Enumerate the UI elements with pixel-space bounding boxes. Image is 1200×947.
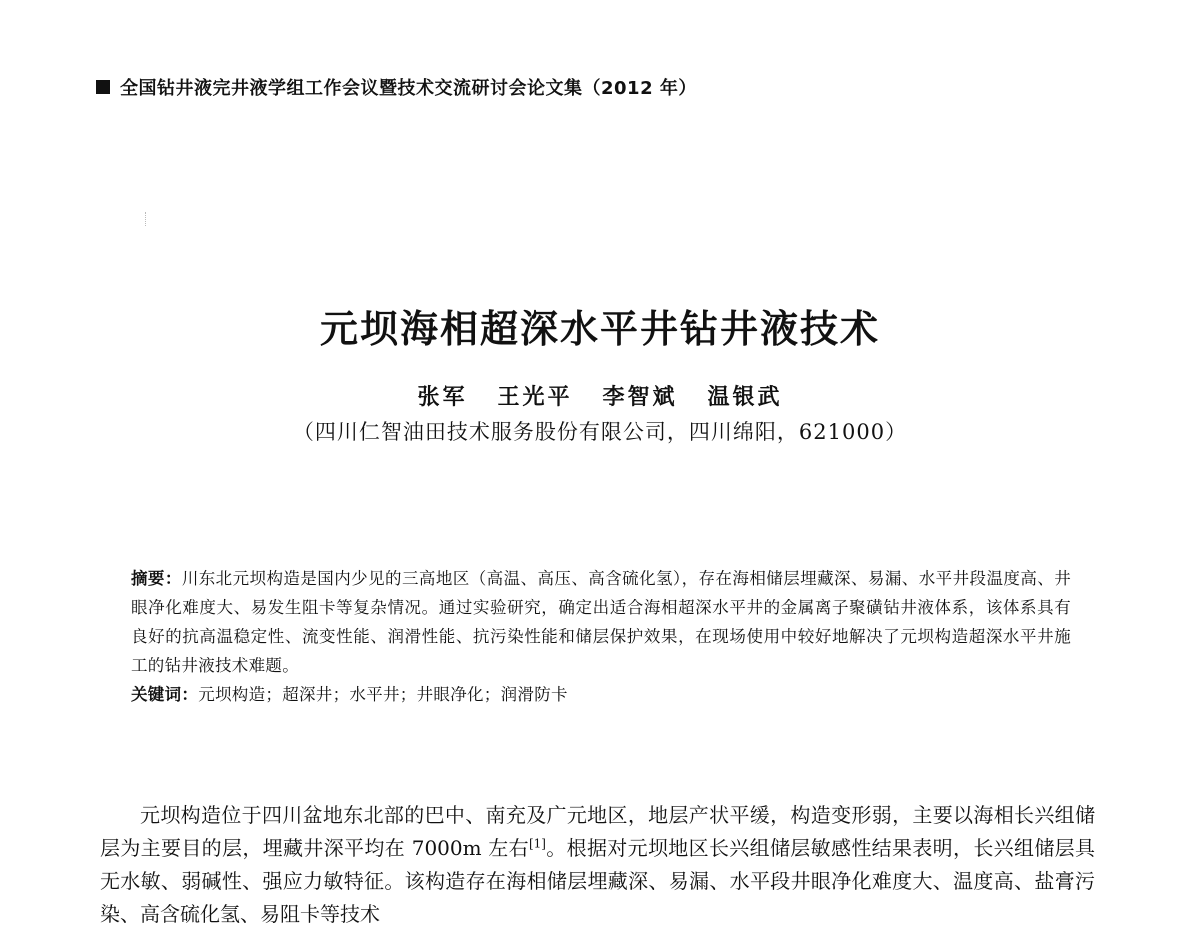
body-text-part: 。根据对元坝地区长兴组储层敏感性结果表明，长兴组储层具无水敏、弱碱性、强应力敏特征。该构造存在海相储层埋藏深、易漏、水平段井眼净化难度大、温度高、盐膏污染、高含硫化氢、易阻卡等技术 [100,836,1096,926]
running-header [96,74,697,100]
abstract-paragraph [131,564,1071,680]
black-square-icon [96,80,110,94]
author-name: 温银武 [707,384,783,410]
keywords-label: 关键词： [131,685,199,704]
keywords-text: 元坝构造；超深井；水平井；井眼净化；润滑防卡 [198,685,568,704]
body-text-part: 元坝构造位于四川盆地东北部的巴中、南充及广元地区，地层产状平缓，构造变形弱，主要以海相长兴组储层为主要目的层，埋藏井深平均在 7000m 左右 [100,803,1095,860]
abstract-block [131,564,1071,709]
author-list [0,380,1200,411]
author-name: 张军 [417,384,468,410]
body-text [100,799,1095,931]
author-affiliation: （四川仁智油田技术服务股份有限公司，四川绵阳，621000） [292,420,908,444]
author-name: 王光平 [497,384,573,410]
author-name: 李智斌 [602,384,678,410]
citation-mark: [1] [528,836,546,851]
scan-artifact [145,212,148,226]
body-paragraph [100,799,1095,931]
abstract-label: 摘要： [131,569,182,588]
abstract-text: 川东北元坝构造是国内少见的三高地区（高温、高压、高含硫化氢），存在海相储层埋藏深、易漏、水平井段温度高、井眼净化难度大、易发生阻卡等复杂情况。通过实验研究，确定出适合海相超深水平井的金属离子聚磺钻井液体系，该体系具有良好的抗高温稳定性、流变性能、润滑性能、抗污染性能和储层保护效果，在现场使用中较好地解决了元坝构造超深水平井施工的钻井液技术难题。 [131,569,1071,675]
paper-title: 元坝海相超深水平井钻井液技术 [319,306,880,351]
running-title: 全国钻井液完井液学组工作会议暨技术交流研讨会论文集（2012 年） [120,78,697,99]
keywords-paragraph [131,680,1071,709]
